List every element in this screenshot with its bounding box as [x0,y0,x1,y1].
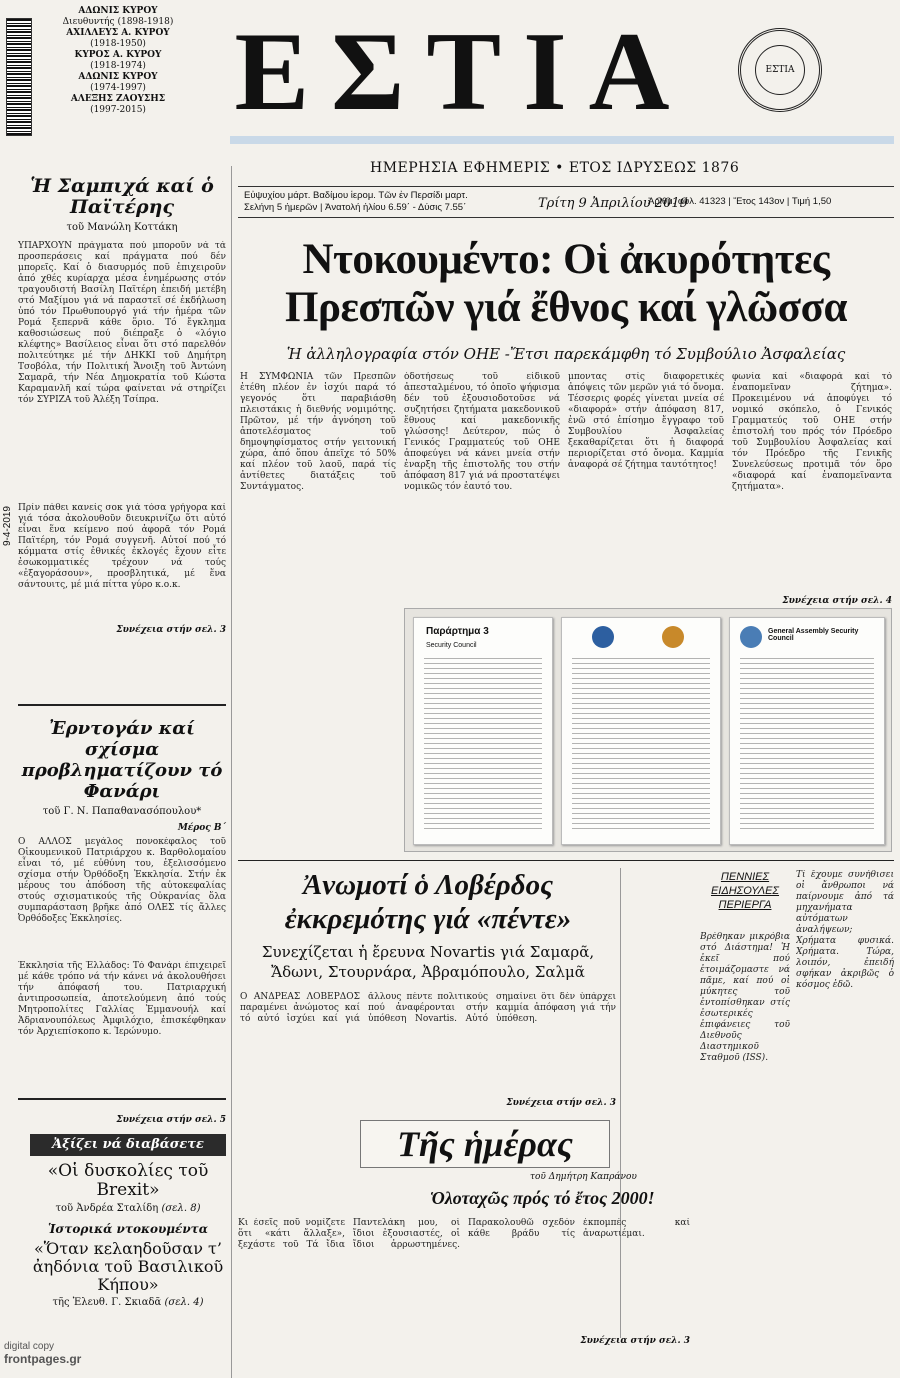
article-erdogan[interactable] [18,718,226,1125]
article-title[interactable]: Ἐρντογάν καί σχίσμα προβληματίζουν τό Φανάρι [21,718,223,802]
issue-date: Τρίτη 9 Ἀπριλίου 2019 [538,196,688,211]
article-body: Ἐκκλησία τῆς Ἑλλάδος: Τό Φανάρι ἐπιχειρεῖ μέ κάθε τρόπο νά τήν κάνει νά ἀκολουθήσει τήν ἀπόφασή του. Πατριαρχική ἀντιπροσωπεία, ἀποτελούμενη ἀπό τούς Μητροπολίτες Γαλλίας Ἐμμανουήλ καί Ἀδριανουπόλεως Ἀμφιλόχιο, ἐπισκέφθηκαν τόν Ἀρχιεπίσκοπο κ. Ἱερώνυμο. [18,961,226,1037]
headline-line: Ἀνωμοτί ὁ Λοβέρδος [302,869,554,901]
document-image [413,617,553,845]
document-label: General Assembly Security Council [768,628,859,642]
divider [18,704,226,706]
article-byline: τοῦ Γ. Ν. Παπαθανασόπουλου* [42,806,202,817]
vertical-date: 9-4-2019 [2,506,13,547]
promo-author-name: τῆς Ἐλευθ. Γ. Σκιαδᾶ [52,1297,162,1308]
barcode [6,18,32,136]
founder-name: ΑΔΩΝΙΣ ΚΥΡΟΥ [78,6,158,16]
calendar-info [244,190,494,214]
document-label: Παράρτημα 3 [426,626,489,637]
main-article-col2: ὁδοτήσεως τοῦ εἰδικοῦ ἀπεσταλμένου, τό ὁποῖο ψήφισμα δέν τοῦ ἐξουσιοδοτοῦσε νά συζητήσει ζητήματα μακεδονικοῦ ἔθνους καί μακεδονικῆς γλώσσης! Δεύτερον, πώς ὁ Γενικός Γραμματεύς τοῦ ΟΗΕ ἀποφεύγει νά κάνει μνεία στήν ἐναρξη τῆς ἐπιστολῆς του στήν ἀπόφαση 817 γιά νά προστατέψει νομικῶς τόν ἑαυτό του. [404,372,560,492]
founder-role: (1918-1950) [90,39,146,49]
main-article-col3: μποντας στίς διαφορετικές ἀπόψεις τῶν μερῶν γιά τό ὄνομα. Τέσσερις φορές γίνεται μνεία σέ «διαφορά» στήν ἀπόφαση 817, ἐνῶ στό ἐπίσημο ἔγγραφο τοῦ Συμβουλίου Ἀσφαλείας ξεκαθαρίζεται ὅτι ἡ διαφορά περιορίζεται στό ὄνομα. Καμμία ἀναφορά σέ ζήτημα ταυτότητος! [568,372,724,470]
main-article-col1: Η ΣΥΜΦΩΝΙΑ τῶν Πρεσπῶν ἐτέθη πλέον ἐν ἰσχύι παρά τό γεγονός ὅτι παραβιάσθη πλειστάκις ἡ διεθνής νομιμότης. Πρῶτον, μέ τήν ἀγνόηση τοῦ ἀποτελέσματος τοῦ δημοψηφίσματος στήν γειτονική χώρα, ἀπό ὅπου ἀπεῖχε τό 50% καί πλέον τοῦ λαοῦ, παρά τίς ἀντίθετες διατάξεις τοῦ Συντάγματος. [240,372,396,492]
founder-name: ΑΛΕΞΗΣ ΖΑΟΥΣΗΣ [70,94,166,104]
main-headline[interactable] [238,236,894,332]
tis-imeras-subtitle: Ὁλοταχῶς πρός τό ἔτος 2000! [430,1188,655,1208]
founder-name: ΚΥΡΟΣ Α. ΚΥΡΟΥ [74,50,162,60]
founders-list [44,6,192,116]
continued-link[interactable]: Συνέχεια στήν σελ. 5 [116,1115,226,1125]
article-byline: τοῦ Μανώλη Κοττάκη [66,222,178,233]
promo-heading: Ἱστορικά ντοκουμέντα [48,1222,208,1236]
decorative-bar [230,136,894,144]
document-lines [424,658,542,830]
promo-page: (σελ. 4) [164,1297,204,1308]
column-title[interactable]: ΠΕΝΝΙΕΣ ΕΙΔΗΣΟΥΛΕΣ ΠΕΡΙΕΡΓΑ [710,871,780,911]
watermark [4,1340,81,1366]
continued-link[interactable]: Συνέχεια στήν σελ. 3 [506,1098,616,1108]
founder-name: ΑΧΙΛΛΕΥΣ Α. ΚΥΡΟΥ [66,28,170,38]
article-sampicha[interactable] [18,172,226,635]
greece-emblem-icon [592,626,614,648]
divider [238,860,894,861]
promo-author-name: τοῦ Ἀνδρέα Σταλίδη [55,1203,159,1214]
founder-role: Διευθυντής (1898-1918) [62,17,174,27]
info-bar [238,186,894,218]
promo-author [30,1297,226,1308]
promo-title[interactable]: «Ὅταν κελαηδοῦσαν τ’ ἀηδόνια τοῦ Βασιλικοῦ Κήπου» [32,1239,224,1294]
main-subhead: Ἡ ἀλληλογραφία στόν ΟΗΕ -Ἔτσι παρεκάμφθη τό Συμβούλιο Ἀσφαλείας [286,345,846,363]
promo-title[interactable]: «Οἱ δυσκολίες τοῦ Brexit» [47,1161,209,1200]
promo-page: (σελ. 8) [161,1203,201,1214]
founder-name: ΑΔΩΝΙΣ ΚΥΡΟΥ [78,72,158,82]
article-body: Ο ΑΛΛΟΣ μεγάλος πονοκέφαλος τοῦ Οἰκουμενικοῦ Πατριάρχου κ. Βαρθολομαίου εἶναι τό, μέ εὐθύνη του, ἐξελισσόμενο σχίσμα στήν Ὀρθόδοξη Ἐκκλησία. Στήν ἐκ μέρους του ἀπόδοση τῆς αὐτοκεφαλίας στούς σχισματικούς τῆς Οὐκρανίας ὅλα συμπαράσταση βρῆκε ἀπό ΟΛΕΣ τίς ἄλλες Ὀρθόδοξες Ἐκκλησίες. [18,837,226,924]
founder-role: (1997-2015) [90,105,146,115]
documents-photo [404,608,892,852]
tis-imeras-body: Κι ἐσεῖς ποῦ νομίζετε ὅτι «κάτι ἄλλαξε», ξεχάστε τοῦ Τά ἴδια Παντελάκη μου, οἱ ἴδιοι ἐξουσιαστές, οἱ ἴδιοι ἀρρωστημένες. Παρακολουθῶ σχεδόν κάθε βράδυ τίς ἐκπομπές καί ἀναρωτιέμαι. [238,1218,690,1250]
column-body: Βρέθηκαν μικρόβια στό Διάστημα! Ἡ ἐκεῖ πού ἐτοιμάζομαστε νά πᾶμε, καί πού οἱ μύκητες τοῦ ἐντοπίσθηκαν στίς ἐσωτερικές ἐπιφάνειες τοῦ Διεθνοῦς Διαστημικοῦ Σταθμοῦ (ISS). [700,932,790,1063]
promo-author [30,1203,226,1214]
second-subhead: Συνεχίζεται ἡ ἔρευνα Novartis γιά Σαμαρᾶ, Ἄδωνι, Στουρνάρα, Ἀβραμόπουλο, Σαλμᾶ [261,943,595,981]
headline-line: ἐκκρεμότης γιά «πέντε» [284,903,572,935]
continued-link[interactable]: Συνέχεια στήν σελ. 3 [116,625,226,635]
seal-inner: ΕΣΤΙΑ [755,45,805,95]
watermark-line: digital copy [4,1341,55,1352]
second-headline[interactable] [238,868,618,936]
recommended-box [30,1162,226,1308]
document-label: Security Council [426,642,477,649]
calendar-line: Σελήνη 5 ἡμερῶν | Ἀνατολή ἡλίου 6.59΄ - Δύσις 7.55΄ [244,202,467,213]
headline-line: Ντοκουμέντο: Οἱ ἀκυρότητες [302,236,830,283]
article-title[interactable]: Ἡ Σαμπιχά καί ὁ Παϊτέρης [30,175,214,218]
headline-line: Πρεσπῶν γιά ἔθνος καί γλῶσσα [285,284,847,331]
document-lines [572,658,710,830]
newspaper-logo[interactable]: ΕΣΤΙΑ [234,10,692,134]
column-body: Τί ἔχουμε συνήθισει οἱ ἄνθρωποι νά παίρνουμε ἀπό τά μηχανήματα αὐτόματων ἀναλήψεων; Χρήματα φυσικά. Χρήματα. Τώρα, λοιπόν, ἐπειδή σφήκαν ἀκριβῶς ὁ κόσμος ἐδῶ. [796,870,894,990]
seal-icon [738,28,822,112]
founder-role: (1918-1974) [90,61,146,71]
recommended-box-title: Ἀξίζει νά διαβάσετε [30,1134,226,1156]
divider [18,1098,226,1100]
continued-link[interactable]: Συνέχεια στήν σελ. 3 [580,1336,690,1346]
founder-role: (1974-1997) [90,83,146,93]
second-article-body: Ο ΑΝΔΡΕΑΣ ΛΟΒΕΡΔΟΣ παραμένει ἀνώμοτος καί τό αὐτό ἰσχύει καί γιά ἄλλους πέντε πολιτικούς πού ἀναφέρονται στήν ὑπόθεση Novartis. Αὐτό σημαίνει ὅτι δέν ὑπάρχει καμμία ἀπόφαση γιά τήν ὑπόθεση. [240,992,616,1024]
north-macedonia-emblem-icon [662,626,684,648]
tagline: ΗΜΕΡΗΣΙΑ ΕΦΗΜΕΡΙΣ • ΕΤΟΣ ΙΔΡΥΣΕΩΣ 1876 [370,160,740,176]
article-body: Πρίν πάθει κανείς σοκ γιά τόσα γρήγορα καί γιά τόσα ἀκολουθοῦν διευκρινίζω ὅτι αὐτό εἶναι ἕνα κείμενο πού ἀφορᾶ τόν Ρομά Παϊτέρη, τόν Ρομά συγγενῆ. Αὐτοί πού τό κόμματα στίς ἐθνικές ἐκλογές ἔχουν εἶτε ἐσωκομματικές τρέχουν νά τούς «ἐξαγοράσουν», προσβλητικά, μέ ἕνα σάντουιτς, μέ μιά πίττα γύρο κ.ο.κ. [18,503,226,590]
calendar-line: Εὐψυχίου μάρτ. Βαδίμου ἱερομ. Τῶν ἐν Περσίδι μαρτ. [244,190,468,201]
masthead [0,0,900,176]
un-emblem-icon [740,626,762,648]
continued-link[interactable]: Συνέχεια στήν σελ. 4 [782,596,892,606]
document-lines [740,658,874,830]
document-image [729,617,885,845]
article-body: ΥΠΑΡΧΟΥΝ πράγματα πού μποροῦν νά τά προσπεράσεις καί πράγματα πού δέν μπορεῖς. Καί ὁ διασυρμός ποῦ ἐπιχειροῦν ἀπό χθές κυρίαρχα μέσα ἐνημέρωσης στόν τραγουδιστή Βασίλη Παϊτέρη ἐπειδή μετέβη στό Μαξίμου γιά νά παραστεῖ σέ ἐκδήλωση ὑπό τόν Πρωθυπουργό γιά τήν ἡμέρα τῶν Ρομά ξεπερνᾶ κάθε ὅριο. Τό ἔγκλημα καθοσιώσεως πού διέπραξε ὁ «λόγιο κλέφτης» Βασίλειος εἶναι ὅτι στό παρελθόν πολιτεύτηκε μέ τήν ΔΗΚΚΙ τοῦ Δημήτρη Τσοβόλα, τήν Πολιτική Ἄνοιξη τοῦ Ἀντώνη Σαμαρᾶ, τήν Νέα Δημοκρατία τοῦ Κώστα Καραμανλῆ καί τώρα φαίνεται νά στηρίζει τόν ΣΥΡΙΖΑ τοῦ Ἀλέξη Τσίπρα. [18,241,226,405]
tis-imeras-title[interactable]: Τῆς ἡμέρας [360,1120,610,1168]
tis-imeras-byline: τοῦ Δημήτρη Καπράνου [530,1172,637,1182]
watermark-line: frontpages.gr [4,1352,82,1366]
document-image [561,617,721,845]
part-label: Μέρος Β΄ [177,823,226,833]
main-article-col4: φωνία καί «διαφορά καί τό ἐναπομεῖναν ζήτημα». Προκειμένου νά ἀποφύγει τό νομικό σκόπελο, ὁ Γενικός Γραμματεύς τοῦ ΟΗΕ στήν ἐπιστολή του πρός τόν Πρόεδρο τοῦ Συμβουλίου Ἀσφαλείας καί τόν Πρόεδρο τῆς Γενικῆς Συνελεύσεως προτιμᾶ τόν ὅρο «διαφορά καί ἐναπομεῖναντα ζητήματα». [732,372,892,492]
issue-number: Ἀριθμ. φύλ. 41323 | Ἔτος 143ον | Τιμή 1,50 [648,196,832,207]
